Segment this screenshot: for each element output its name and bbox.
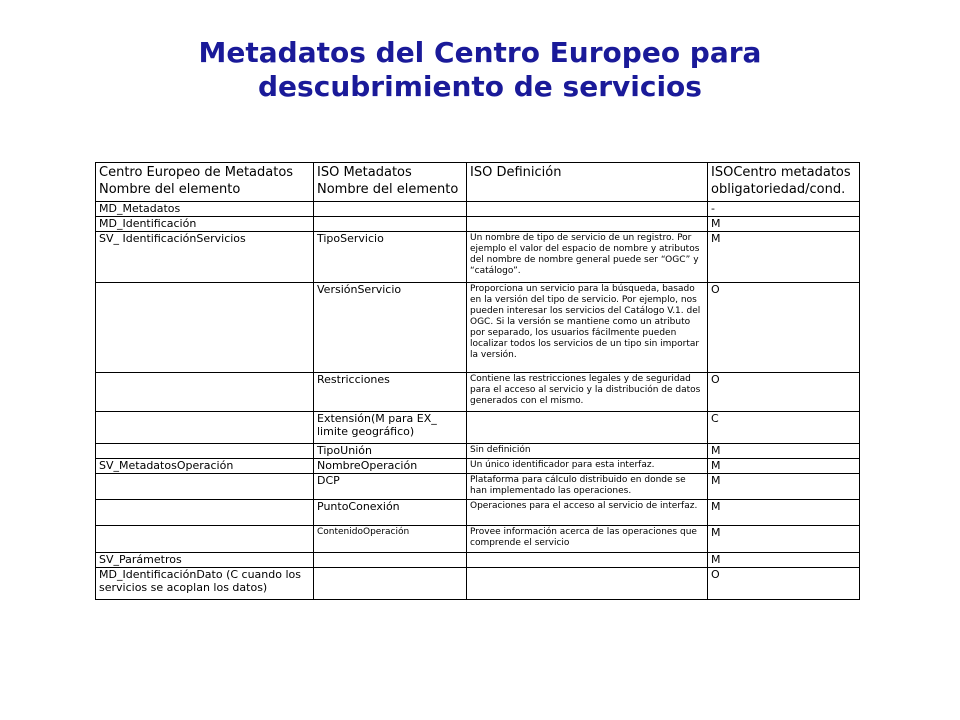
element-name-cell: SV_ IdentificaciónServicios [96,232,314,283]
iso-name-cell: TipoServicio [314,232,467,283]
obligation-cell: M [708,459,860,474]
definition-cell [467,568,708,600]
element-name-cell [96,444,314,459]
header-cell-obligation: ISOCentro metadatos obligatoriedad/cond. [708,163,860,202]
table-row [96,412,860,444]
obligation-cell: - [708,202,860,217]
iso-name-cell [314,568,467,600]
definition-cell: Sin definición [467,444,708,459]
obligation-cell: M [708,553,860,568]
element-name-cell [96,500,314,526]
iso-name-cell: ContenidoOperación [314,526,467,553]
table-row [96,232,860,283]
definition-cell [467,202,708,217]
header-cell-iso-name: ISO Metadatos Nombre del elemento [314,163,467,202]
table-row [96,283,860,373]
element-name-cell: SV_Parámetros [96,553,314,568]
definition-cell: Plataforma para cálculo distribuido en donde se han implementado las operaciones. [467,474,708,500]
table-header-row [96,163,860,202]
iso-name-cell: Extensión(M para EX_ limite geográfico) [314,412,467,444]
table-row [96,373,860,412]
iso-name-cell [314,202,467,217]
obligation-cell: M [708,526,860,553]
definition-cell: Operaciones para el acceso al servicio de interfaz. [467,500,708,526]
definition-cell: Un nombre de tipo de servicio de un registro. Por ejemplo el valor del espacio de nombre y atributos del nombre de nombre general puede ser “OGC” y “catálogo”. [467,232,708,283]
table-row [96,568,860,600]
header-cell-definition: ISO Definición [467,163,708,202]
obligation-cell: O [708,568,860,600]
obligation-cell: O [708,373,860,412]
definition-cell: Provee información acerca de las operaciones que comprende el servicio [467,526,708,553]
definition-cell [467,553,708,568]
obligation-cell: M [708,444,860,459]
iso-name-cell [314,553,467,568]
obligation-cell: C [708,412,860,444]
iso-name-cell [314,217,467,232]
element-name-cell [96,526,314,553]
definition-cell: Un único identificador para esta interfaz. [467,459,708,474]
table-row [96,202,860,217]
page-title-line-1: Metadatos del Centro Europeo para [198,36,762,69]
table-row [96,459,860,474]
definition-cell: Proporciona un servicio para la búsqueda, basado en la versión del tipo de servicio. Por ejemplo, nos pueden interesar los servicios del Catálogo V.1. del OGC. Si la versión se mantiene como un atributo por separado, los usuarios fácilmente pueden localizar todos los servicios de un tipo sin importar la versión. [467,283,708,373]
definition-cell [467,412,708,444]
obligation-cell: M [708,500,860,526]
element-name-cell [96,283,314,373]
iso-name-cell: Restricciones [314,373,467,412]
iso-name-cell: TipoUnión [314,444,467,459]
definition-cell: Contiene las restricciones legales y de seguridad para el acceso al servicio y la distribución de datos generados con el mismo. [467,373,708,412]
definition-cell [467,217,708,232]
table-row [96,526,860,553]
obligation-cell: M [708,232,860,283]
iso-name-cell: PuntoConexión [314,500,467,526]
iso-name-cell: NombreOperación [314,459,467,474]
metadata-table [95,162,860,600]
table-row [96,500,860,526]
page-title [0,36,960,104]
table-row [96,474,860,500]
element-name-cell [96,412,314,444]
header-cell-element: Centro Europeo de Metadatos Nombre del elemento [96,163,314,202]
table-row [96,553,860,568]
page-title-line-2: descubrimiento de servicios [258,70,702,103]
obligation-cell: O [708,283,860,373]
table-row [96,217,860,232]
obligation-cell: M [708,474,860,500]
element-name-cell [96,373,314,412]
table-row [96,444,860,459]
iso-name-cell: DCP [314,474,467,500]
element-name-cell: MD_Metadatos [96,202,314,217]
obligation-cell: M [708,217,860,232]
element-name-cell: SV_MetadatosOperación [96,459,314,474]
element-name-cell: MD_IdentificaciónDato (C cuando los servicios se acoplan los datos) [96,568,314,600]
element-name-cell [96,474,314,500]
iso-name-cell: VersiónServicio [314,283,467,373]
element-name-cell: MD_Identificación [96,217,314,232]
